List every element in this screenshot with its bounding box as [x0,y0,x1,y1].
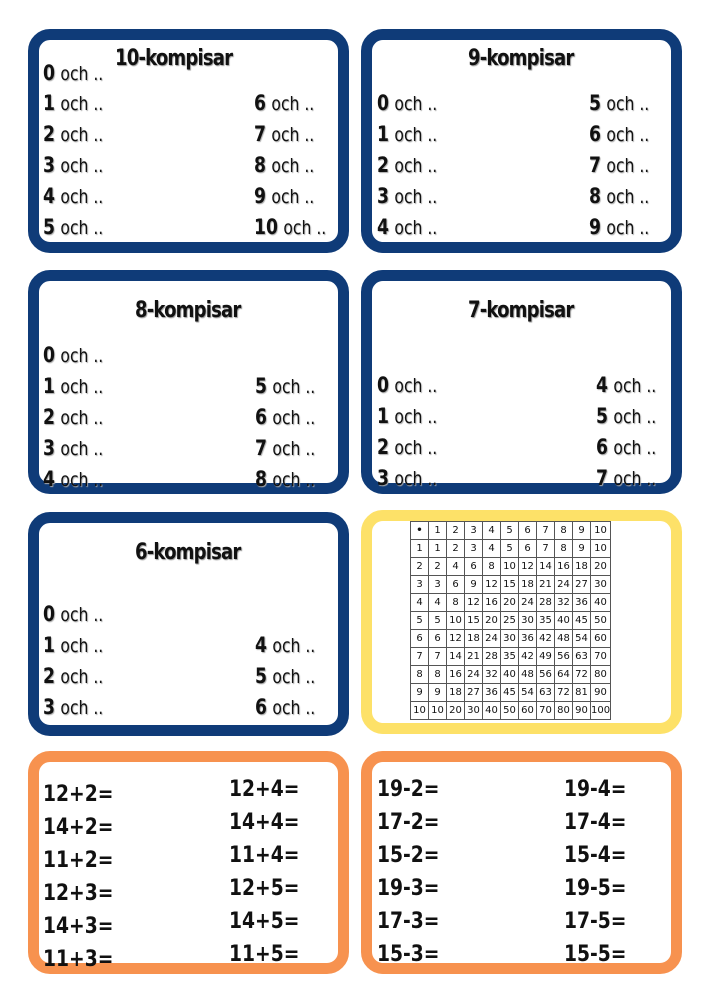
table-cell: 14 [447,648,465,666]
table-cell: 70 [537,702,555,720]
table-cell: 45 [573,612,591,630]
card-9-kompisar [361,29,682,253]
table-header-cell: 3 [465,522,483,540]
table-cell: 48 [519,666,537,684]
table-cell: 6 [411,630,429,648]
table-cell: 30 [501,630,519,648]
subtraction-left-2: 15-2= [377,843,440,868]
table-cell: 54 [519,684,537,702]
subtraction-left-5: 15-3= [377,942,440,967]
table-cell: 4 [429,594,447,612]
addition-right-1: 14+4= [229,810,300,835]
table-cell: 8 [447,594,465,612]
table-cell: 21 [537,576,555,594]
table-row [411,540,611,558]
addition-left-0: 12+2= [43,782,114,807]
subtraction-left-0: 19-2= [377,777,440,802]
pair-right-1: 7 och .. [254,122,315,146]
pair-left-1: 1 och .. [377,404,438,428]
subtraction-right-0: 19-4= [564,777,627,802]
addition-left-5: 11+3= [43,947,114,972]
table-cell: 10 [429,702,447,720]
addition-left-3: 12+3= [43,881,114,906]
pair-left-4: 4 och .. [43,184,104,208]
table-header-cell: 1 [429,522,447,540]
table-row [411,648,611,666]
table-cell: 32 [555,594,573,612]
table-cell: 50 [501,702,519,720]
table-cell: 2 [429,558,447,576]
addition-right-4: 14+5= [229,909,300,934]
pair-right-3: 9 och .. [254,184,315,208]
pair-left-1: 1 och .. [43,91,104,115]
table-cell: 16 [483,594,501,612]
table-cell: 7 [411,648,429,666]
pair-right-2: 6 och .. [255,695,316,719]
table-cell: 6 [447,576,465,594]
table-corner: • [411,522,429,540]
card-subtraction [361,751,682,974]
table-cell: 40 [501,666,519,684]
pair-left-5: 5 och .. [43,215,104,239]
table-cell: 21 [465,648,483,666]
subtraction-left-3: 19-3= [377,876,440,901]
pair-left-3: 3 och .. [377,184,438,208]
card-multiplication-table [361,510,682,734]
table-cell: 10 [591,540,611,558]
table-cell: 56 [555,648,573,666]
table-cell: 8 [411,666,429,684]
table-cell: 8 [555,540,573,558]
table-cell: 60 [519,702,537,720]
pair-right-2: 8 och .. [254,153,315,177]
table-cell: 50 [591,612,611,630]
table-cell: 6 [465,558,483,576]
pair-left-2: 2 och .. [377,435,438,459]
table-cell: 81 [573,684,591,702]
table-cell: 12 [519,558,537,576]
table-cell: 28 [483,648,501,666]
table-cell: 5 [501,540,519,558]
table-cell: 5 [429,612,447,630]
card-title: 8-kompisar [135,298,241,323]
card-title: 6-kompisar [135,540,241,565]
pair-right-0: 5 och .. [255,374,316,398]
table-cell: 10 [447,612,465,630]
table-cell: 30 [519,612,537,630]
table-cell: 18 [519,576,537,594]
table-cell: 25 [501,612,519,630]
table-cell: 80 [591,666,611,684]
table-cell: 10 [411,702,429,720]
table-cell: 8 [483,558,501,576]
addition-left-2: 11+2= [43,848,114,873]
table-cell: 20 [447,702,465,720]
subtraction-right-1: 17-4= [564,810,627,835]
table-cell: 48 [555,630,573,648]
table-cell: 18 [573,558,591,576]
table-cell: 56 [537,666,555,684]
table-cell: 16 [447,666,465,684]
table-cell: 36 [573,594,591,612]
table-cell: 16 [555,558,573,576]
pair-left-3: 3 och .. [43,695,104,719]
table-cell: 35 [501,648,519,666]
table-cell: 36 [519,630,537,648]
table-cell: 40 [555,612,573,630]
addition-left-1: 14+2= [43,815,114,840]
pair-left-2: 2 och .. [43,405,104,429]
table-header-cell: 5 [501,522,519,540]
table-cell: 80 [555,702,573,720]
addition-right-2: 11+4= [229,843,300,868]
table-cell: 27 [465,684,483,702]
table-cell: 12 [465,594,483,612]
table-row [411,630,611,648]
pair-right-1: 6 och .. [589,122,650,146]
pair-right-0: 4 och .. [255,633,316,657]
table-cell: 32 [483,666,501,684]
table-cell: 20 [591,558,611,576]
table-header-cell: 4 [483,522,501,540]
table-cell: 4 [411,594,429,612]
pair-left-1: 1 och .. [43,633,104,657]
table-cell: 27 [573,576,591,594]
table-cell: 30 [591,576,611,594]
subtraction-left-1: 17-2= [377,810,440,835]
pair-left-2: 2 och .. [43,122,104,146]
table-cell: 28 [537,594,555,612]
table-cell: 18 [447,684,465,702]
table-cell: 63 [537,684,555,702]
pair-left-3: 3 och .. [43,153,104,177]
table-cell: 100 [591,702,611,720]
pair-left-3: 3 och .. [43,436,104,460]
pair-right-2: 7 och .. [255,436,316,460]
table-cell: 24 [519,594,537,612]
subtraction-right-4: 17-5= [564,909,627,934]
subtraction-right-3: 19-5= [564,876,627,901]
subtraction-right-2: 15-4= [564,843,627,868]
table-cell: 4 [483,540,501,558]
table-cell: 40 [591,594,611,612]
pair-left-2: 2 och .. [43,664,104,688]
table-cell: 8 [429,666,447,684]
table-row [411,594,611,612]
pair-left-0: 0 och .. [377,373,438,397]
table-cell: 1 [429,540,447,558]
table-cell: 24 [465,666,483,684]
pair-left-0: 0 och .. [43,61,104,85]
table-cell: 20 [501,594,519,612]
pair-right-2: 6 och .. [596,435,657,459]
pair-right-1: 5 och .. [255,664,316,688]
table-cell: 49 [537,648,555,666]
table-cell: 42 [537,630,555,648]
table-cell: 15 [501,576,519,594]
table-cell: 14 [537,558,555,576]
table-cell: 24 [555,576,573,594]
pair-right-4: 10 och .. [254,215,327,239]
table-cell: 35 [537,612,555,630]
table-cell: 3 [411,576,429,594]
pair-right-1: 5 och .. [596,404,657,428]
table-cell: 2 [447,540,465,558]
table-cell: 5 [411,612,429,630]
pair-right-0: 5 och .. [589,91,650,115]
addition-right-3: 12+5= [229,876,300,901]
pair-right-1: 6 och .. [255,405,316,429]
table-header-cell: 10 [591,522,611,540]
table-cell: 15 [465,612,483,630]
table-cell: 7 [429,648,447,666]
table-cell: 72 [573,666,591,684]
pair-left-0: 0 och .. [43,343,104,367]
table-cell: 6 [429,630,447,648]
pair-right-0: 4 och .. [596,373,657,397]
table-cell: 40 [483,702,501,720]
table-cell: 70 [591,648,611,666]
table-cell: 36 [483,684,501,702]
table-row [411,612,611,630]
table-cell: 63 [573,648,591,666]
card-10-kompisar [28,29,349,253]
table-cell: 9 [465,576,483,594]
pair-right-2: 7 och .. [589,153,650,177]
table-cell: 12 [447,630,465,648]
table-row [411,684,611,702]
table-cell: 4 [447,558,465,576]
table-cell: 3 [429,576,447,594]
table-row [411,558,611,576]
table-cell: 12 [483,576,501,594]
table-cell: 3 [465,540,483,558]
table-header-row [411,522,611,540]
table-cell: 42 [519,648,537,666]
table-cell: 9 [573,540,591,558]
table-cell: 54 [573,630,591,648]
pair-left-0: 0 och .. [377,91,438,115]
subtraction-left-4: 17-3= [377,909,440,934]
table-cell: 10 [501,558,519,576]
table-cell: 20 [483,612,501,630]
pair-left-2: 2 och .. [377,153,438,177]
pair-left-1: 1 och .. [377,122,438,146]
pair-left-3: 3 och .. [377,466,438,490]
card-title: 10-kompisar [115,46,233,71]
addition-left-4: 14+3= [43,914,114,939]
table-header-cell: 9 [573,522,591,540]
table-cell: 2 [411,558,429,576]
pair-right-0: 6 och .. [254,91,315,115]
table-header-cell: 8 [555,522,573,540]
pair-left-4: 4 och .. [377,215,438,239]
table-cell: 45 [501,684,519,702]
multiplication-table [410,521,611,720]
table-cell: 90 [573,702,591,720]
addition-right-0: 12+4= [229,777,300,802]
card-7-kompisar [361,270,682,494]
pair-left-4: 4 och .. [43,467,104,491]
pair-left-1: 1 och .. [43,374,104,398]
card-addition [28,751,349,974]
pair-right-3: 8 och .. [589,184,650,208]
addition-right-5: 11+5= [229,942,300,967]
pair-right-4: 9 och .. [589,215,650,239]
subtraction-right-5: 15-5= [564,942,627,967]
card-8-kompisar [28,270,349,494]
table-cell: 24 [483,630,501,648]
table-cell: 7 [537,540,555,558]
table-cell: 1 [411,540,429,558]
table-cell: 60 [591,630,611,648]
table-cell: 9 [411,684,429,702]
table-cell: 64 [555,666,573,684]
table-cell: 72 [555,684,573,702]
table-row [411,666,611,684]
table-row [411,702,611,720]
table-cell: 90 [591,684,611,702]
card-6-kompisar [28,512,349,736]
table-header-cell: 6 [519,522,537,540]
table-cell: 30 [465,702,483,720]
card-title: 9-kompisar [468,46,574,71]
pair-right-3: 8 och .. [255,467,316,491]
table-row [411,576,611,594]
table-cell: 6 [519,540,537,558]
card-title: 7-kompisar [468,298,574,323]
pair-left-0: 0 och .. [43,602,104,626]
table-cell: 18 [465,630,483,648]
table-header-cell: 7 [537,522,555,540]
table-header-cell: 2 [447,522,465,540]
table-cell: 9 [429,684,447,702]
pair-right-3: 7 och .. [596,466,657,490]
